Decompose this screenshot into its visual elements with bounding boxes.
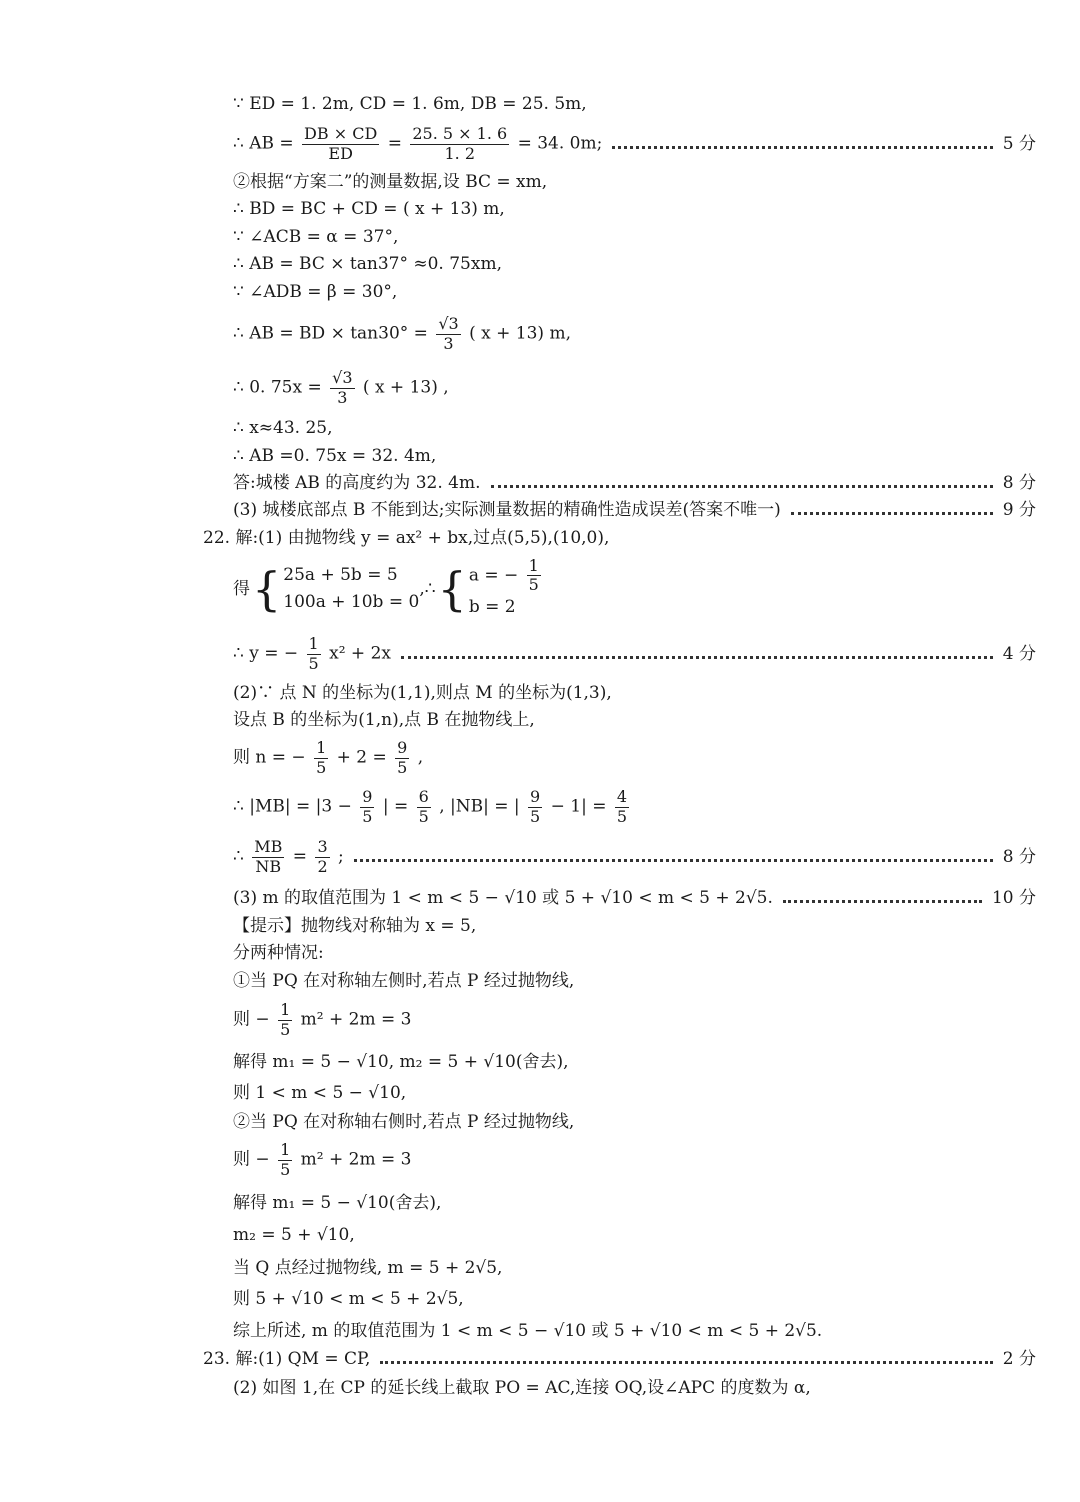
fraction: $\frac{9}{5}$ xyxy=(362,787,373,826)
solution-line: 答:城楼 AB 的高度约为 32. 4m. 8 分 xyxy=(233,473,1036,493)
solution-line: 解得 m₁ = 5 − √10, m₂ = 5 + √10(舍去), xyxy=(233,1052,569,1072)
solution-line: 则 − $\frac{1}{5}$ m² + 2m = 3 xyxy=(233,1000,412,1039)
fraction: $\frac{MB}{NB}$ xyxy=(254,837,283,876)
fraction: $\frac{9}{5}$ xyxy=(397,738,408,777)
dot-leader xyxy=(354,859,993,862)
fraction: $\frac{25. 5 \times 1. 6}{1. 2}$ xyxy=(412,124,508,163)
solution-line: ∴ |MB| = |3 − $\frac{9}{5}$ | = $\frac{6}{5}$ , |NB| = | $\frac{9}{5}$ − 1| = $\frac{4}{5}$ xyxy=(233,787,628,826)
fraction: $\frac{√3}{3}$ xyxy=(438,314,459,353)
solution-line: (2) 如图 1,在 CP 的延长线上截取 PO = AC,连接 OQ,设∠APC 的度数为 α, xyxy=(233,1378,811,1398)
solution-line: 则 − $\frac{1}{5}$ m² + 2m = 3 xyxy=(233,1140,412,1179)
solution-line: ①当 PQ 在对称轴左侧时,若点 P 经过抛物线, xyxy=(233,971,575,991)
solution-line: ∴ y = − $\frac{1}{5}$ x² + 2x 4 分 xyxy=(233,634,1036,673)
solution-line: ∴ BD = BC + CD = ( x + 13) m, xyxy=(233,199,505,219)
solution-line: ∴ AB = BC × tan37° ≈0. 75xm, xyxy=(233,254,502,274)
solution-line: ∴ AB = $\frac{DB \times CD}{ED}$ = $\frac{25. 5 \times 1. 6}{1. 2}$ = 34. 0m; 5 分 xyxy=(233,124,1036,163)
fraction: $\frac{9}{5}$ xyxy=(530,787,541,826)
dot-leader xyxy=(380,1361,992,1364)
fraction: $\frac{DB \times CD}{ED}$ xyxy=(304,124,378,163)
solution-line: 设点 B 的坐标为(1,n),点 B 在抛物线上, xyxy=(233,710,535,730)
fraction: $\frac{1}{5}$ xyxy=(528,555,539,594)
question-line: 23. 解:(1) QM = CP, 2 分 xyxy=(203,1349,1036,1369)
fraction: $\frac{6}{5}$ xyxy=(418,787,429,826)
solution-line: ∴ 0. 75x = $\frac{√3}{3}$ ( x + 13) , xyxy=(233,368,449,407)
solution-line: (3) 城楼底部点 B 不能到达;实际测量数据的精确性造成误差(答案不唯一) 9 分 xyxy=(233,500,1036,520)
solution-line: 当 Q 点经过抛物线, m = 5 + 2√5, xyxy=(233,1258,503,1278)
score-label: 8 分 xyxy=(1002,473,1036,493)
solution-line: ∵ ∠ACB = α = 37°, xyxy=(233,227,399,247)
score-label: 8 分 xyxy=(1002,846,1036,867)
equation-system: { a = − $\frac{1}{5}$ b = 2 xyxy=(437,555,539,618)
dot-leader xyxy=(401,656,993,659)
score-label: 9 分 xyxy=(1002,500,1036,520)
equation-system: { 25a + 5b = 5 100a + 10b = 0 xyxy=(252,562,420,616)
hint-line: 【提示】抛物线对称轴为 x = 5, xyxy=(233,916,477,936)
solution-line: 综上所述, m 的取值范围为 1 < m < 5 − √10 或 5 + √10 < m < 5 + 2√5. xyxy=(233,1321,823,1341)
solution-line: ∴ x≈43. 25, xyxy=(233,418,333,438)
solution-line: 则 1 < m < 5 − √10, xyxy=(233,1083,407,1103)
question-line: 22. 解:(1) 由抛物线 y = ax² + bx,过点(5,5),(10,0), xyxy=(203,528,610,548)
solution-line: ②根据“方案二”的测量数据,设 BC = xm, xyxy=(233,172,548,192)
solution-line: (2)∵ 点 N 的坐标为(1,1),则点 M 的坐标为(1,3), xyxy=(233,683,612,703)
solution-line: ∴ AB = BD × tan30° = $\frac{√3}{3}$ ( x + 13) m, xyxy=(233,314,571,353)
dot-leader xyxy=(791,512,993,515)
brace: { xyxy=(437,562,467,616)
solution-line: ∴ $\frac{MB}{NB}$ = $\frac{3}{2}$ ; 8 分 xyxy=(233,837,1036,876)
solution-line: ∵ ED = 1. 2m, CD = 1. 6m, DB = 25. 5m, xyxy=(233,94,587,114)
fraction: $\frac{1}{5}$ xyxy=(280,1000,291,1039)
score-label: 5 分 xyxy=(1002,133,1036,154)
fraction: $\frac{1}{5}$ xyxy=(316,738,327,777)
fraction: $\frac{√3}{3}$ xyxy=(332,368,353,407)
fraction: $\frac{3}{2}$ xyxy=(317,837,328,876)
score-label: 2 分 xyxy=(1002,1349,1036,1369)
solution-line: 分两种情况: xyxy=(233,943,324,963)
dot-leader xyxy=(612,146,992,149)
fraction: $\frac{4}{5}$ xyxy=(616,787,628,826)
score-label: 4 分 xyxy=(1002,643,1036,664)
solution-line: ②当 PQ 在对称轴右侧时,若点 P 经过抛物线, xyxy=(233,1112,575,1132)
score-label: 10 分 xyxy=(991,888,1036,908)
solution-line: (3) m 的取值范围为 1 < m < 5 − √10 或 5 + √10 < m < 5 + 2√5. 10 分 xyxy=(233,888,1036,908)
solution-line: 解得 m₁ = 5 − √10(舍去), xyxy=(233,1193,442,1213)
fraction: $\frac{1}{5}$ xyxy=(280,1140,291,1179)
fraction: $\frac{1}{5}$ xyxy=(308,634,319,673)
dot-leader xyxy=(783,900,982,903)
dot-leader xyxy=(491,485,993,488)
brace: { xyxy=(252,562,282,616)
solution-line: ∵ ∠ADB = β = 30°, xyxy=(233,282,398,302)
solution-line: 则 5 + √10 < m < 5 + 2√5, xyxy=(233,1289,464,1309)
solution-line: m₂ = 5 + √10, xyxy=(233,1225,355,1245)
solution-line: ∴ AB =0. 75x = 32. 4m, xyxy=(233,446,437,466)
equation-system-line: 得 { 25a + 5b = 5 100a + 10b = 0 ,∴ { a = − $\frac{1}{5}$ b = 2 xyxy=(233,558,1036,620)
solution-line: 则 n = − $\frac{1}{5}$ + 2 = $\frac{9}{5}$ , xyxy=(233,738,424,777)
